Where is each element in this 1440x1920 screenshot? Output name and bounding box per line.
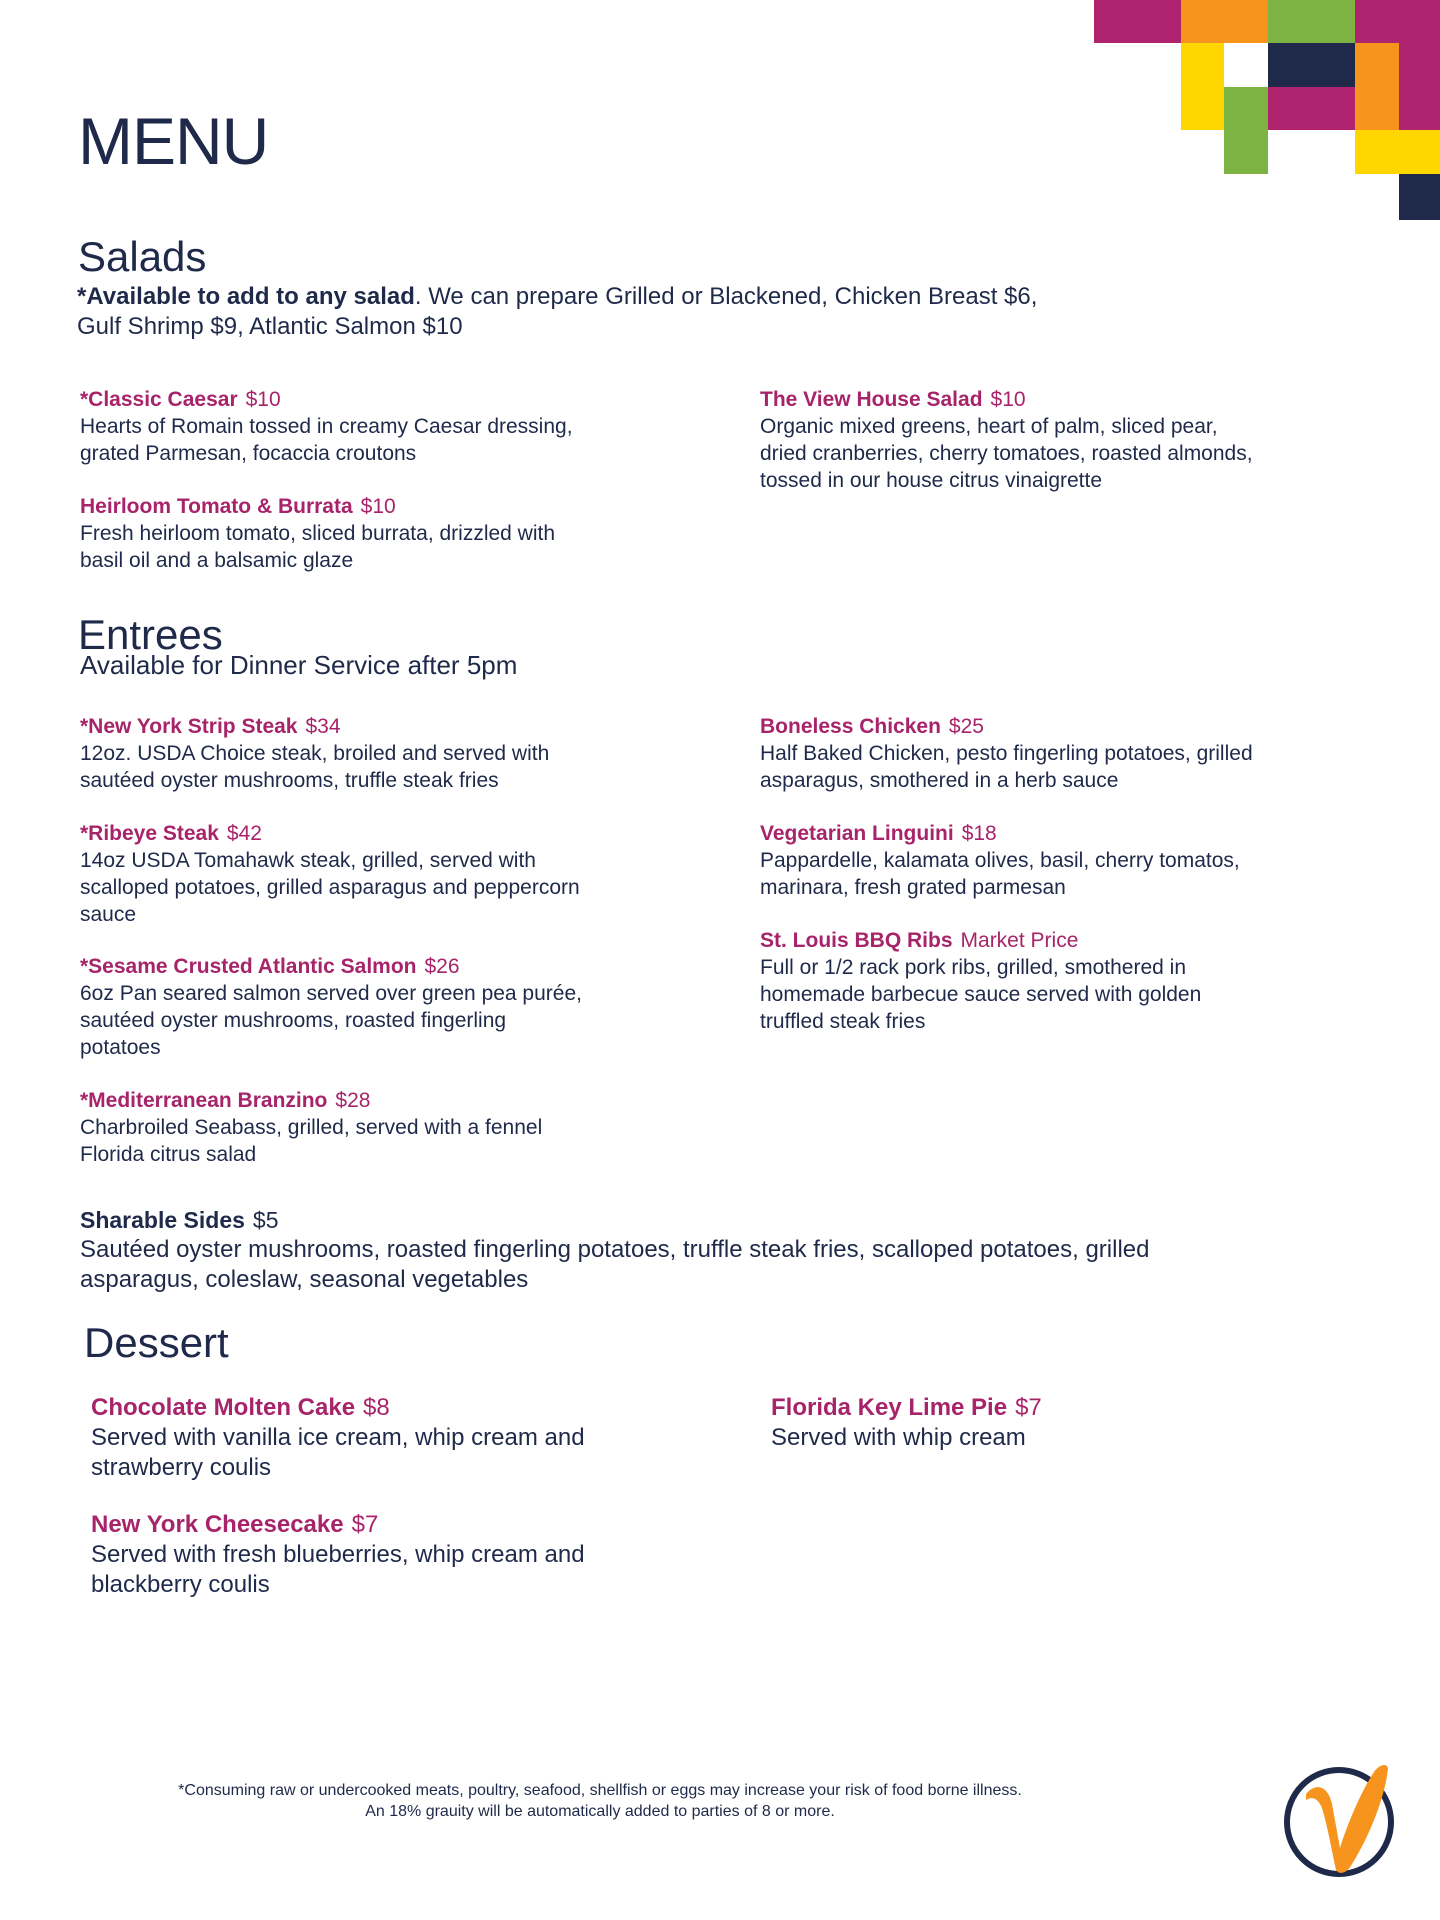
item-description: 14oz USDA Tomahawk steak, grilled, served with: [80, 849, 536, 872]
item-description: Full or 1/2 rack pork ribs, grilled, smothered in: [760, 956, 1186, 979]
item-description: Florida citrus salad: [80, 1143, 257, 1166]
salad-addon-note-bold: *Available to add to any salad: [77, 283, 415, 310]
menu-item-classic-caesar: [80, 386, 680, 467]
item-price: $34: [305, 715, 341, 738]
salad-addon-note-line2: Gulf Shrimp $9, Atlantic Salmon $10: [77, 313, 463, 340]
item-name: *Classic Caesar: [80, 388, 238, 411]
menu-item-boneless-chicken: [760, 713, 1360, 794]
sides-description: Sautéed oyster mushrooms, roasted fingerling potatoes, truffle steak fries, scalloped potatoes, grilled: [80, 1236, 1150, 1263]
item-description: sautéed oyster mushrooms, truffle steak fries: [80, 769, 499, 792]
menu-item-vegetarian-linguini: [760, 820, 1360, 901]
item-description: sauce: [80, 903, 137, 926]
menu-item-sesame-salmon: [80, 953, 680, 1061]
item-description: Served with vanilla ice cream, whip cream and: [91, 1424, 585, 1451]
item-price: $26: [424, 955, 460, 978]
item-price: $28: [335, 1089, 371, 1112]
item-description: 12oz. USDA Choice steak, broiled and served with: [80, 742, 550, 765]
item-description: dried cranberries, cherry tomatoes, roasted almonds,: [760, 442, 1253, 465]
item-description: potatoes: [80, 1036, 161, 1059]
item-description: Pappardelle, kalamata olives, basil, cherry tomatos,: [760, 849, 1240, 872]
item-name: *New York Strip Steak: [80, 715, 298, 738]
item-description: Served with fresh blueberries, whip cream and: [91, 1541, 585, 1568]
item-price: $18: [961, 822, 997, 845]
item-description: 6oz Pan seared salmon served over green pea purée,: [80, 982, 582, 1005]
item-price: $25: [948, 715, 984, 738]
item-price: $42: [226, 822, 262, 845]
item-description: Served with whip cream: [771, 1424, 1026, 1451]
item-description: truffled steak fries: [760, 1010, 926, 1033]
item-name: St. Louis BBQ Ribs: [760, 929, 953, 952]
item-price: $10: [990, 388, 1026, 411]
menu-item-view-house-salad: [760, 386, 1360, 494]
salad-addon-note: [77, 282, 1227, 342]
item-description: basil oil and a balsamic glaze: [80, 549, 354, 572]
footer-line-2: An 18% grauity will be automatically added to parties of 8 or more.: [365, 1803, 835, 1820]
item-price: Market Price: [960, 929, 1079, 952]
item-description: grated Parmesan, focaccia croutons: [80, 442, 417, 465]
salad-addon-note-line1: . We can prepare Grilled or Blackened, Chicken Breast $6,: [414, 283, 1038, 310]
menu-title: MENU: [78, 104, 269, 178]
sides-description: asparagus, coleslaw, seasonal vegetables: [80, 1266, 529, 1293]
salads-heading: Salads: [78, 233, 207, 280]
item-description: Hearts of Romain tossed in creamy Caesar dressing,: [80, 415, 573, 438]
item-name: *Ribeye Steak: [80, 822, 219, 845]
item-description: Fresh heirloom tomato, sliced burrata, drizzled with: [80, 522, 556, 545]
item-description: Half Baked Chicken, pesto fingerling potatoes, grilled: [760, 742, 1253, 765]
sharable-sides: [80, 1205, 1350, 1295]
footer-line-1: *Consuming raw or undercooked meats, poultry, seafood, shellfish or eggs may increase your risk of food borne illness.: [178, 1782, 1022, 1799]
item-name: Florida Key Lime Pie: [771, 1394, 1008, 1421]
footer-disclaimer: [60, 1780, 1140, 1822]
item-description: sautéed oyster mushrooms, roasted fingerling: [80, 1009, 507, 1032]
item-name: *Sesame Crusted Atlantic Salmon: [80, 955, 417, 978]
entrees-heading: Entrees: [78, 611, 223, 658]
item-name: Vegetarian Linguini: [760, 822, 954, 845]
item-description: scalloped potatoes, grilled asparagus and peppercorn: [80, 876, 580, 899]
item-description: strawberry coulis: [91, 1454, 272, 1481]
sides-price: $5: [252, 1207, 279, 1233]
item-description: asparagus, smothered in a herb sauce: [760, 769, 1119, 792]
item-price: $8: [363, 1394, 390, 1421]
item-name: The View House Salad: [760, 388, 983, 411]
menu-item-key-lime-pie: [771, 1393, 1371, 1453]
item-name: Boneless Chicken: [760, 715, 941, 738]
item-price: $10: [360, 495, 396, 518]
item-price: $10: [245, 388, 281, 411]
view-v-logo-icon: [1282, 1752, 1404, 1884]
item-price: $7: [351, 1511, 379, 1538]
item-description: homemade barbecue sauce served with golden: [760, 983, 1202, 1006]
item-description: marinara, fresh grated parmesan: [760, 876, 1066, 899]
menu-item-ribeye: [80, 820, 680, 928]
sides-name: Sharable Sides: [80, 1207, 245, 1233]
item-name: *Mediterranean Branzino: [80, 1089, 328, 1112]
menu-item-mediterranean-branzino: [80, 1087, 680, 1168]
menu-item-heirloom-tomato-burrata: [80, 493, 680, 574]
color-mosaic-decoration: [1090, 0, 1440, 225]
item-description: Organic mixed greens, heart of palm, sliced pear,: [760, 415, 1218, 438]
item-name: Heirloom Tomato & Burrata: [80, 495, 353, 518]
menu-item-bbq-ribs: [760, 927, 1360, 1035]
menu-item-new-york-cheesecake: [91, 1510, 691, 1600]
item-name: Chocolate Molten Cake: [91, 1394, 356, 1421]
item-description: Charbroiled Seabass, grilled, served with a fennel: [80, 1116, 543, 1139]
menu-item-new-york-strip: [80, 713, 680, 794]
entrees-subheading: Available for Dinner Service after 5pm: [80, 650, 518, 680]
dessert-heading: Dessert: [84, 1319, 229, 1366]
menu-item-chocolate-molten-cake: [91, 1393, 691, 1483]
item-name: New York Cheesecake: [91, 1511, 344, 1538]
item-description: blackberry coulis: [91, 1571, 270, 1598]
item-description: tossed in our house citrus vinaigrette: [760, 469, 1103, 492]
item-price: $7: [1015, 1394, 1042, 1421]
